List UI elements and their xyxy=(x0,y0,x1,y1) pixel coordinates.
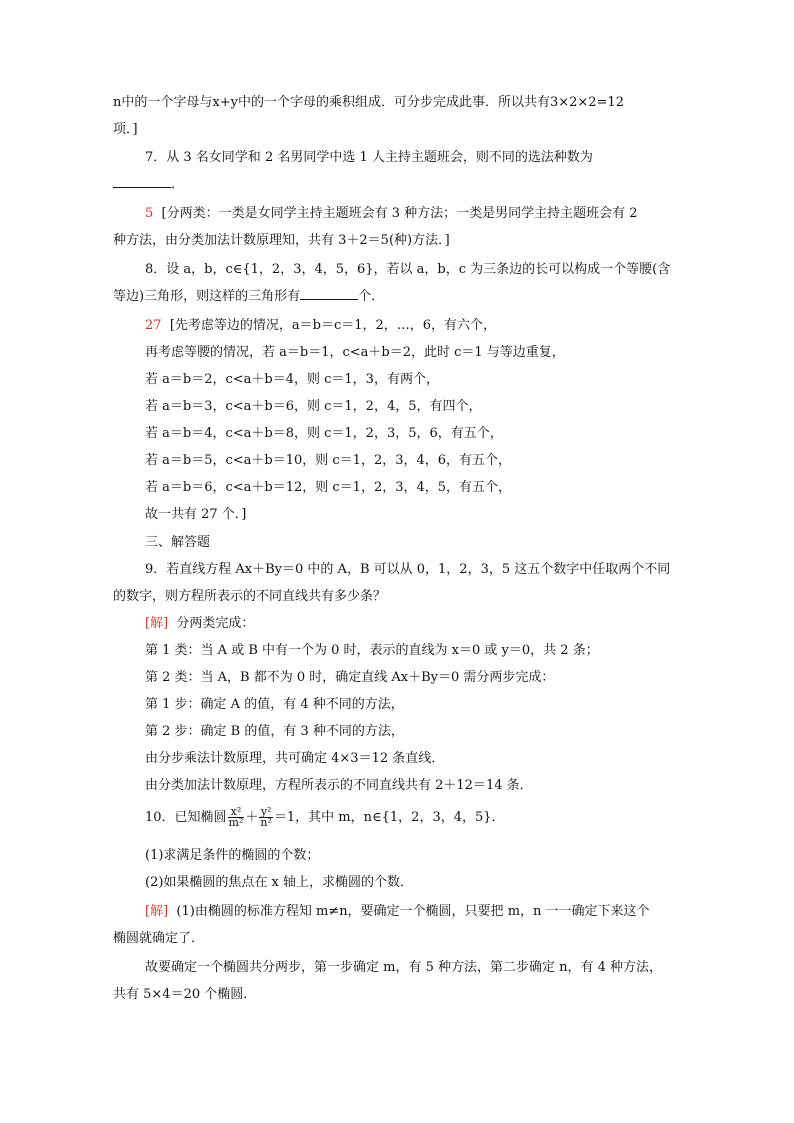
answer-text: 共有 5×4＝20 个椭圆． xyxy=(113,987,257,1002)
question-text: 10．已知椭圆 xyxy=(145,810,227,825)
answer-text: 若 a＝b＝6，c<a＋b＝12，则 c＝1，2，3，4，5，有五个， xyxy=(145,480,512,495)
question-text: 7．从 3 名女同学和 2 名男同学中选 1 人主持主题班会，则不同的选法种数为 xyxy=(145,150,593,165)
answer-text: 再考虑等腰的情况，若 a＝b＝1，c<a＋b＝2，此时 c＝1 与等边重复， xyxy=(145,345,565,360)
answer-10-line-3 xyxy=(145,958,681,978)
question-9-line-1 xyxy=(145,560,681,580)
answer-7-line-1 xyxy=(145,204,681,224)
answer-value: 27 xyxy=(145,318,162,333)
fraction-x xyxy=(228,807,245,828)
text-line xyxy=(113,120,681,140)
answer-8-line-2 xyxy=(145,343,681,363)
answer-8-line-6 xyxy=(145,451,681,471)
section-title: 三、解答题 xyxy=(145,535,211,550)
answer-9-line-5 xyxy=(145,722,681,742)
text: n中的一个字母与x+y中的一个字母的乘积组成．可分步完成此事．所以共有3×2×2=12 xyxy=(113,95,624,110)
question-text: 的数字，则方程所表示的不同直线共有多少条？ xyxy=(113,589,387,604)
question-text: 9．若直线方程 Ax＋By＝0 中的 A，B 可以从 0，1，2，3，5 这五个数字中任取两个不同 xyxy=(145,562,671,577)
answer-text: 若 a＝b＝2，c<a＋b＝4，则 c＝1，3，有两个， xyxy=(145,372,439,387)
answer-text: 故要确定一个椭圆共分两步，第一步确定 m，有 5 种方法，第二步确定 n，有 4 种方法， xyxy=(145,960,663,975)
answer-text: 第 1 步：确定 A 的值，有 4 种不同的方法， xyxy=(145,697,404,712)
answer-text: 若 a＝b＝4，c<a＋b＝8，则 c＝1，2，3，5，6，有五个， xyxy=(145,426,503,441)
answer-9-line-7 xyxy=(145,776,681,796)
answer-9-line-6 xyxy=(145,749,681,769)
answer-text: 分两类完成： xyxy=(176,616,255,631)
answer-9-line-1 xyxy=(145,614,681,634)
plus-sign: ＋ xyxy=(245,810,259,825)
question-8-line-1 xyxy=(145,260,681,280)
answer-text: 第 2 类：当 A，B 都不为 0 时，确定直线 Ax＋By＝0 需分两步完成： xyxy=(145,670,555,685)
answer-blank xyxy=(113,175,171,188)
solution-tag: [解] xyxy=(145,616,169,631)
answer-8-line-1 xyxy=(145,316,681,336)
answer-8-line-4 xyxy=(145,397,681,417)
solution-tag: [解] xyxy=(145,904,169,919)
question-text: (2)如果椭圆的焦点在 x 轴上，求椭圆的个数． xyxy=(145,875,414,890)
answer-8-line-5 xyxy=(145,424,681,444)
answer-8-line-3 xyxy=(145,370,681,390)
answer-7-line-2 xyxy=(113,231,681,251)
question-9-line-2 xyxy=(113,587,681,607)
text: 项．] xyxy=(113,122,138,137)
answer-9-line-2 xyxy=(145,641,681,661)
answer-text: 第 2 步：确定 B 的值，有 3 种不同的方法， xyxy=(145,724,404,739)
answer-text: 故一共有 27 个．] xyxy=(145,507,247,522)
answer-value: 5 xyxy=(145,206,154,221)
question-7-line-2 xyxy=(113,175,681,195)
answer-text: 由分步乘法计数原理，共可确定 4×3＝12 条直线． xyxy=(145,751,445,766)
question-text: (1)求满足条件的椭圆的个数； xyxy=(145,848,320,863)
answer-text: (1)由椭圆的标准方程知 m≠n，要确定一个椭圆，只要把 m，n 一一确定下来这个 xyxy=(176,904,650,919)
question-text: ＝1，其中 m，n∈{1，2，3，4，5}． xyxy=(273,810,505,825)
answer-9-line-3 xyxy=(145,668,681,688)
answer-8-line-7 xyxy=(145,478,681,498)
question-7-line-1 xyxy=(145,148,681,168)
answer-text: 若 a＝b＝5，c<a＋b＝10，则 c＝1，2，3，4，6，有五个， xyxy=(145,453,512,468)
question-8-line-2 xyxy=(113,287,681,307)
answer-text: 椭圆就确定了． xyxy=(113,931,205,946)
answer-10-line-2 xyxy=(113,929,681,949)
answer-text: 由分类加法计数原理，方程所表示的不同直线共有 2＋12＝14 条． xyxy=(145,778,533,793)
question-text: 个． xyxy=(358,289,385,304)
answer-8-line-8 xyxy=(145,505,681,525)
answer-text: [先考虑等边的情况，a＝b＝c＝1，2，…，6，有六个， xyxy=(169,318,497,333)
answer-text: 第 1 类：当 A 或 B 中有一个为 0 时，表示的直线为 x＝0 或 y＝0，共 2 条； xyxy=(145,643,599,658)
answer-10-line-1 xyxy=(145,902,681,922)
numerator: y² xyxy=(260,805,272,818)
numerator: x² xyxy=(228,807,245,818)
section-heading xyxy=(145,533,681,553)
question-text: 8．设 a，b，c∈{1，2，3，4，5，6}，若以 a，b，c 为三条边的长可以构成一个等腰(含 xyxy=(145,262,671,277)
question-10-line-3 xyxy=(145,873,681,893)
denominator: n² xyxy=(260,816,272,829)
answer-text: 种方法，由分类加法计数原理知，共有 3＋2＝5(种)方法．] xyxy=(113,233,450,248)
question-10-line-1 xyxy=(145,804,681,832)
question-text: 等边)三角形，则这样的三角形有 xyxy=(113,289,301,304)
text-line xyxy=(113,93,681,113)
answer-blank xyxy=(300,287,358,300)
question-text: ． xyxy=(171,177,185,192)
fraction-y xyxy=(259,807,273,828)
question-10-line-2 xyxy=(145,846,681,866)
answer-9-line-4 xyxy=(145,695,681,715)
answer-text: 若 a＝b＝3，c<a＋b＝6，则 c＝1，2，4，5，有四个， xyxy=(145,399,482,414)
answer-10-line-4 xyxy=(113,985,681,1005)
answer-text: [分两类：一类是女同学主持主题班会有 3 种方法；一类是男同学主持主题班会有 2 xyxy=(161,206,638,221)
denominator: m² xyxy=(228,816,244,829)
